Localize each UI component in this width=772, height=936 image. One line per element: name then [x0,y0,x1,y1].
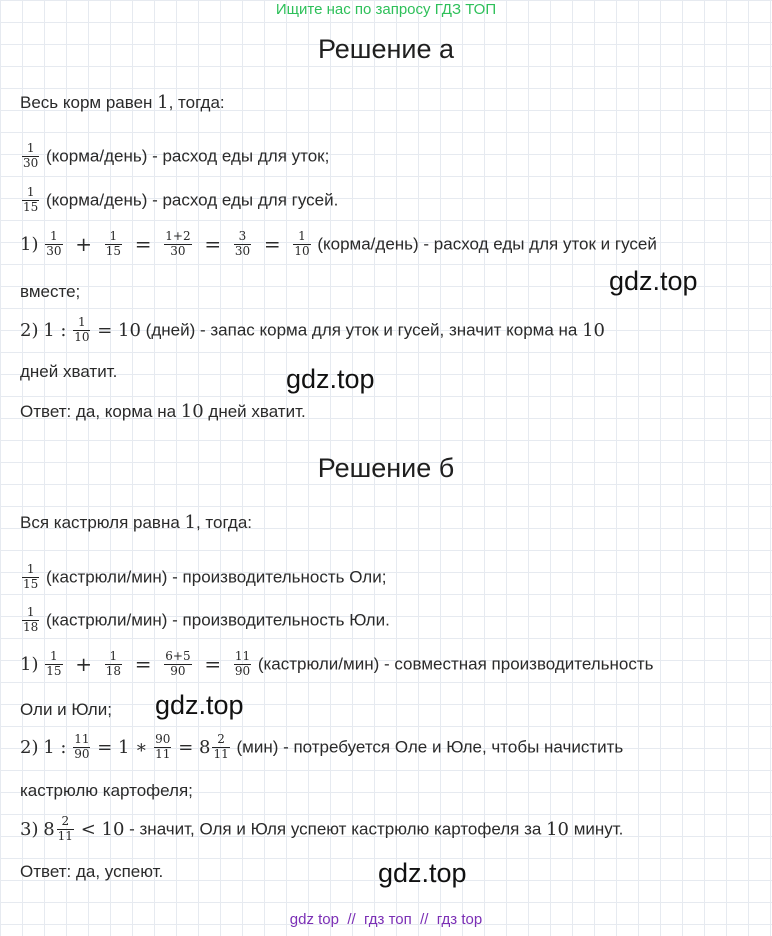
part-a-line-2 [20,186,338,215]
plus-sign: + [75,232,92,257]
equals-sign: = [263,232,281,257]
part-b-step-1-cont: Оли и Юли; [20,700,112,719]
denominator: 11 [213,746,229,761]
intro-number: 1 [184,512,196,533]
intro-tail: , тогда: [168,93,225,112]
step-text: (кастрюли/мин) - совместная производительность [257,654,654,674]
numerator: 6+5 [165,649,191,663]
watermark: gdz.top [378,858,467,888]
line-text: (корма/день) - расход еды для уток; [46,146,330,166]
denominator: 11 [57,828,73,843]
intro-number: 1 [157,92,169,113]
fraction [154,733,171,762]
part-a-step-2 [20,316,605,345]
denominator: 15 [23,199,39,214]
line-text: (корма/день) - расход еды для гусей. [46,190,339,210]
intro-tail: , тогда: [195,513,252,532]
numerator: 1 [298,229,306,243]
step-text: (дней) - запас корма для уток и гусей, значит корма на [145,320,583,340]
step-text: (мин) - потребуется Оле и Юле, чтобы начистить [236,737,624,757]
fraction [105,650,122,679]
intro-text: Вся кастрюля равна [20,513,185,532]
fraction [234,230,251,259]
expr-lhs: 1 : [43,736,67,758]
numerator: 3 [238,229,247,243]
fraction [212,733,229,762]
part-b-step-3 [20,815,623,844]
expr-rhs: < 10 [80,818,125,840]
step-text: - значит, Оля и Юля успеют кастрюлю картофеля за [124,819,547,839]
watermark: gdz.top [286,364,375,394]
fraction [22,186,39,215]
part-b-step-2 [20,733,623,762]
step-label: 2) [20,736,39,758]
part-a-step-1-cont: вместе; [20,282,81,301]
fraction [105,230,122,259]
equals-sign: = [134,232,152,257]
fraction [164,230,191,259]
part-b-answer: Ответ: да, успеют. [20,862,164,881]
numerator: 2 [61,814,70,828]
watermark: gdz.top [609,266,698,296]
numerator: 1 [109,229,118,243]
part-b-line-1 [20,563,386,592]
denominator: 10 [294,243,310,258]
step-label: 1) [20,653,39,675]
step-number: 10 [546,818,569,840]
denominator: 18 [105,663,122,678]
fraction [234,650,251,679]
mixed-whole: 8 [43,818,55,840]
fraction [164,650,191,679]
denominator: 90 [74,746,90,761]
numerator: 1 [109,649,118,663]
equals-sign: = [134,652,152,677]
intro-text: Весь корм равен [20,93,158,112]
step-label: 3) [20,818,39,840]
numerator: 90 [155,732,171,746]
denominator: 30 [164,244,191,259]
part-a-answer [20,401,306,422]
denominator: 11 [155,746,171,761]
numerator: 1 [50,229,58,243]
numerator: 1 [26,141,35,155]
part-a-step-2-cont: дней хватит. [20,362,118,381]
part-b-line-2 [20,606,390,635]
expr-mid: = 1 ∗ [97,736,148,758]
numerator: 1+2 [165,229,191,243]
denominator: 90 [164,664,191,679]
fraction [293,230,310,259]
numerator: 1 [26,185,35,199]
denominator: 10 [74,329,90,344]
part-b-step-2-cont: кастрюлю картофеля; [20,781,193,800]
fraction [57,815,74,844]
watermark: gdz.top [155,690,244,720]
numerator: 11 [234,649,251,663]
plus-sign: + [75,652,92,677]
fraction [22,142,39,171]
numerator: 1 [78,315,86,329]
footer-links: gdz top // гдз топ // гдз top [289,911,483,928]
numerator: 1 [26,562,35,576]
denominator: 15 [46,663,62,678]
denominator: 15 [23,576,39,591]
expr-eq: = 8 [178,736,211,758]
part-a-intro [20,92,225,113]
heading-part-b: Решение б [317,453,455,483]
answer-post: дней хватит. [203,402,306,421]
fraction [22,563,39,592]
denominator: 15 [105,243,122,258]
step-number: 10 [582,319,605,341]
numerator: 1 [26,605,35,619]
line-text: (кастрюли/мин) - производительность Юли. [46,610,390,630]
part-b-step-1 [20,650,654,679]
part-a-step-1 [20,230,657,259]
step-text: (корма/день) - расход еды для уток и гусей [317,234,657,254]
numerator: 1 [50,649,58,663]
fraction [73,316,90,345]
fraction [45,650,62,679]
top-banner: Ищите нас по запросу ГДЗ ТОП [275,1,497,18]
fraction [45,230,62,259]
fraction [73,733,90,762]
equals-sign: = [204,232,222,257]
denominator: 90 [234,663,251,678]
part-a-line-1 [20,142,329,171]
expr-lhs: 1 : [43,319,67,341]
step-label: 2) [20,319,39,341]
denominator: 18 [23,619,39,634]
expr-rhs: = 10 [97,319,141,341]
denominator: 30 [46,243,62,258]
numerator: 11 [74,732,90,746]
part-b-intro [20,512,252,533]
answer-number: 10 [180,401,204,422]
heading-part-a: Решение а [317,34,455,64]
step-label: 1) [20,233,39,255]
step-tail: минут. [568,819,624,839]
equals-sign: = [204,652,222,677]
line-text: (кастрюли/мин) - производительность Оли; [46,567,387,587]
answer-pre: Ответ: да, корма на [20,402,181,421]
fraction [22,606,39,635]
denominator: 30 [23,155,39,170]
denominator: 30 [234,243,251,258]
numerator: 2 [217,732,225,746]
